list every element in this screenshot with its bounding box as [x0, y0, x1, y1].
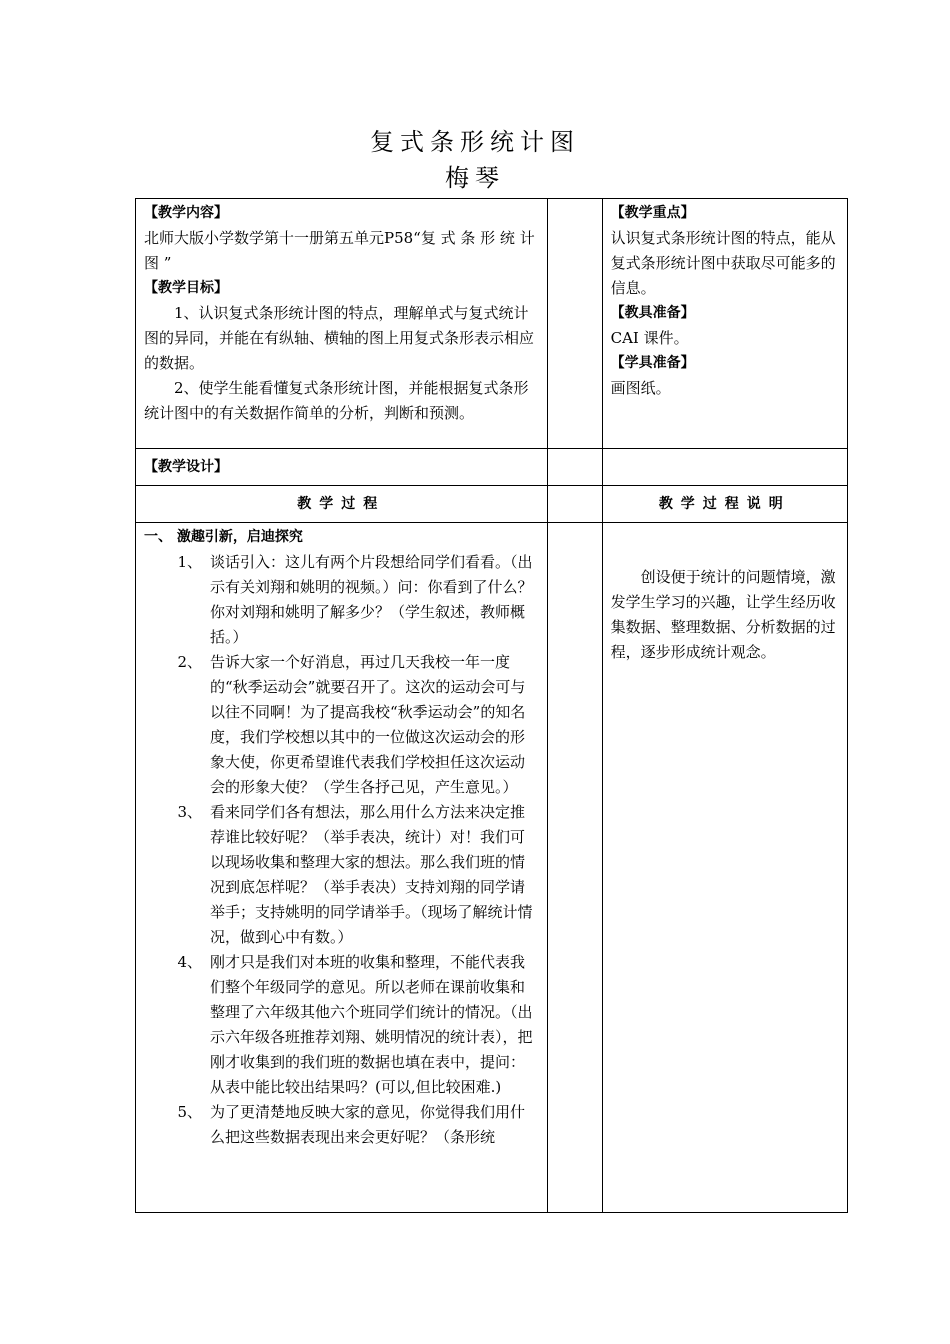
list-item — [144, 650, 539, 800]
spacer-cell — [547, 199, 602, 449]
teacher-tools-label: 【教具准备】 — [610, 305, 695, 321]
author-name: 梅琴 — [445, 164, 505, 192]
header-row — [136, 486, 848, 523]
spacer-cell — [547, 449, 602, 486]
item-text: 为了更清楚地反映大家的意见，你觉得我们用什么把这些数据表现出来会更好呢？（条形统 — [210, 1103, 526, 1146]
lesson-plan-table — [135, 198, 848, 1213]
goal-1-text: 1、认识复式条形统计图的特点，理解单式与复式统计图的异同，并能在有纵轴、横轴的图上用复式条形表示相应的数据。 — [144, 304, 535, 372]
empty-cell — [602, 449, 847, 486]
explanation-cell — [602, 523, 847, 1213]
item-text: 刚才只是我们对本班的收集和整理，不能代表我们整个年级同学的意见。所以老师在课前收集和整理了六年级其他六个班同学们统计的情况。（出示六年级各班推荐刘翔、姚明情况的统计表），把刚才收集到的我们班的数据也填在表中，提问：从表中能比较出结果吗？(可以,但比较困难.) — [210, 953, 533, 1096]
content-cell — [136, 199, 548, 449]
content-text: 北师大版小学数学第十一册第五单元P58“复 式 条 形 统 计 图 ” — [144, 229, 535, 272]
item-text: 谈话引入：这儿有两个片段想给同学们看看。（出示有关刘翔和姚明的视频。）问：你看到了什么？你对刘翔和姚明了解多少？（学生叙述，教师概括。） — [210, 553, 533, 646]
item-number: 1、 — [177, 553, 202, 571]
goal-label: 【教学目标】 — [144, 280, 228, 296]
list-item — [144, 950, 539, 1100]
list-item — [144, 1100, 539, 1150]
teacher-tools-text: CAI 课件。 — [610, 329, 689, 347]
process-row — [136, 523, 848, 1213]
spacer-cell — [547, 486, 602, 523]
design-cell — [136, 449, 548, 486]
item-number: 5、 — [177, 1103, 202, 1121]
item-number: 3、 — [177, 803, 202, 821]
item-text: 看来同学们各有想法，那么用什么方法来决定推荐谁比较好呢？（举手表决，统计）对！我们可以现场收集和整理大家的想法。那么我们班的情况到底怎样呢？（举手表决）支持刘翔的同学请举手；支持姚明的同学请举手。（现场了解统计情况，做到心中有数。） — [210, 803, 533, 946]
item-number: 2、 — [177, 653, 202, 671]
process-header: 教学过程 — [136, 486, 548, 523]
design-row — [136, 449, 848, 486]
section-1-title: 一、 激趣引新，启迪探究 — [144, 529, 303, 545]
item-number: 4、 — [177, 953, 202, 971]
focus-label: 【教学重点】 — [610, 205, 695, 221]
process-cell — [136, 523, 548, 1213]
explanation-header: 教学过程说明 — [602, 486, 847, 523]
overview-row — [136, 199, 848, 449]
student-tools-label: 【学具准备】 — [610, 355, 695, 371]
student-tools-text: 画图纸。 — [610, 379, 671, 397]
list-item — [144, 550, 539, 650]
design-label: 【教学设计】 — [144, 459, 228, 475]
explanation-text: 创设便于统计的问题情境，激发学生学习的兴趣，让学生经历收集数据、整理数据、分析数据的过程，逐步形成统计观念。 — [610, 568, 836, 661]
spacer-cell — [547, 523, 602, 1213]
item-text: 告诉大家一个好消息，再过几天我校一年一度的“秋季运动会”就要召开了。这次的运动会可与以往不同啊！为了提高我校“秋季运动会”的知名度，我们学校想以其中的一位做这次运动会的形象大使，你更希望谁代表我们学校担任这次运动会的形象大使？（学生各抒己见，产生意见。） — [210, 653, 526, 796]
focus-cell — [602, 199, 847, 449]
document-title: 复式条形统计图 — [370, 128, 580, 156]
goal-2-text: 2、使学生能看懂复式条形统计图，并能根据复式条形统计图中的有关数据作简单的分析，判断和预测。 — [144, 379, 529, 422]
focus-text: 认识复式条形统计图的特点，能从复式条形统计图中获取尽可能多的信息。 — [610, 229, 836, 297]
list-item — [144, 800, 539, 950]
content-label: 【教学内容】 — [144, 205, 228, 221]
